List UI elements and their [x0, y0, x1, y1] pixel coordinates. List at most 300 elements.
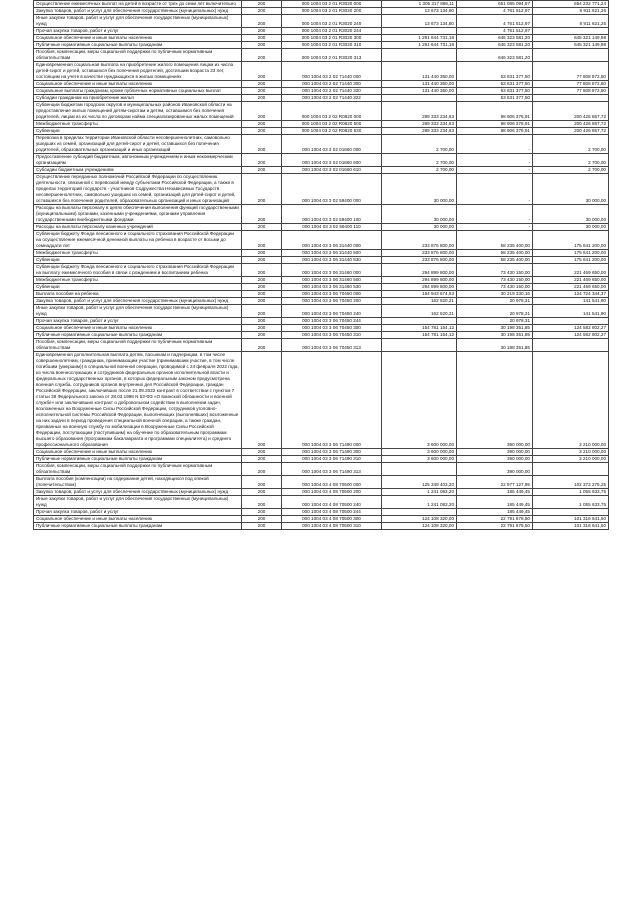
- table-row: [34, 174, 609, 205]
- row-executed-amount: 390 000,00: [457, 463, 533, 476]
- row-approved-amount: [382, 95, 457, 102]
- row-description: Социальное обеспечение и иные выплаты населению: [34, 81, 242, 88]
- row-executed-amount: 185 449,45: [457, 489, 533, 496]
- row-line-code: 200: [242, 516, 282, 523]
- table-row: [34, 463, 609, 476]
- table-row: [34, 167, 609, 174]
- row-remaining-amount: 124 582 802,27: [533, 325, 609, 332]
- row-line-code: 200: [242, 224, 282, 231]
- row-remaining-amount: 221 469 650,00: [533, 264, 609, 277]
- row-classification-code: 000 1004 03 3 02 59400 000: [282, 174, 382, 205]
- row-line-code: 200: [242, 456, 282, 463]
- row-line-code: 200: [242, 128, 282, 135]
- row-approved-amount: 294 899 800,00: [382, 264, 457, 277]
- table-row: [34, 291, 609, 298]
- row-executed-amount: 73 430 150,00: [457, 284, 533, 291]
- table-row: [34, 95, 609, 102]
- row-executed-amount: 4 761 512,97: [457, 15, 533, 28]
- row-remaining-amount: 3 210 000,00: [533, 456, 609, 463]
- row-classification-code: 000 1004 03 3 06 70450 000: [282, 291, 382, 298]
- row-description: Субвенции бюджету Фонда пенсионного и социального страхования Российской Федерации на осуществление ежемесячной денежной выплаты на ребенка в возрасте от восьми до семнадцати лет: [34, 231, 242, 250]
- row-classification-code: 000 1004 03 3 06 70450 200: [282, 298, 382, 305]
- budget-table-body: [34, 1, 609, 530]
- row-executed-amount: 53 631 377,50: [457, 81, 533, 88]
- row-classification-code: 000 1004 03 2 02 R0820 500: [282, 121, 382, 128]
- table-row: [34, 476, 609, 489]
- row-description: Выплата пособия на ребенка: [34, 291, 242, 298]
- row-remaining-amount: 175 641 200,00: [533, 257, 609, 264]
- row-approved-amount: 294 899 800,00: [382, 284, 457, 291]
- row-approved-amount: 30 000,00: [382, 174, 457, 205]
- row-executed-amount: 185 449,45: [457, 509, 533, 516]
- row-classification-code: 000 1004 03 3 06 31440 500: [282, 250, 382, 257]
- row-remaining-amount: 3 210 000,00: [533, 449, 609, 456]
- row-executed-amount: -: [457, 154, 533, 167]
- table-row: [34, 339, 609, 352]
- row-remaining-amount: [533, 28, 609, 35]
- row-description: Предоставление субсидий бюджетным, автономным учреждениям и иным некоммерческим организациям: [34, 154, 242, 167]
- row-executed-amount: 20 978,31: [457, 298, 533, 305]
- row-description: Субвенции бюджету Фонда пенсионного и социального страхования Российской Федерации на выплату ежемесячного пособия в связи с рождением и воспитанием ребенка: [34, 264, 242, 277]
- row-classification-code: 000 1004 03 2 01 R3020 300: [282, 35, 382, 42]
- row-description: Публичные нормативные социальные выплаты гражданам: [34, 42, 242, 49]
- table-row: [34, 231, 609, 250]
- row-classification-code: 000 1004 03 2 02 71440 320: [282, 88, 382, 95]
- row-line-code: 200: [242, 231, 282, 250]
- row-executed-amount: 58 235 400,00: [457, 257, 533, 264]
- table-row: [34, 1, 609, 8]
- row-description: Выплата пособия (компенсации) на содержание детей, находящихся под опекой (попечительством): [34, 476, 242, 489]
- row-approved-amount: 1 305 317 886,11: [382, 1, 457, 8]
- row-executed-amount: -: [457, 135, 533, 154]
- row-executed-amount: 646 323 581,20: [457, 42, 533, 49]
- table-row: [34, 128, 609, 135]
- table-row: [34, 257, 609, 264]
- row-classification-code: 000 1004 03 3 02 01660 600: [282, 154, 382, 167]
- row-executed-amount: 20 978,31: [457, 305, 533, 318]
- row-remaining-amount: [533, 463, 609, 476]
- row-line-code: 200: [242, 523, 282, 530]
- row-approved-amount: 289 333 234,63: [382, 121, 457, 128]
- row-description: Социальное обеспечение и иные выплаты населению: [34, 325, 242, 332]
- row-executed-amount: 646 323 581,20: [457, 49, 533, 62]
- row-executed-amount: 4 761 512,97: [457, 28, 533, 35]
- row-description: Межбюджетные трансферты: [34, 121, 242, 128]
- row-classification-code: 000 1004 03 2 02 71440 322: [282, 95, 382, 102]
- row-description: Прочая закупка товаров, работ и услуг: [34, 509, 242, 516]
- row-remaining-amount: 200 426 857,72: [533, 128, 609, 135]
- row-classification-code: 000 1004 03 3 06 31440 000: [282, 231, 382, 250]
- row-remaining-amount: 1 055 633,75: [533, 496, 609, 509]
- table-row: [34, 325, 609, 332]
- row-classification-code: 000 1004 03 4 08 70500 244: [282, 509, 382, 516]
- row-classification-code: 000 1004 03 4 08 70500 310: [282, 523, 382, 530]
- table-row: [34, 523, 609, 530]
- row-description: Публичные нормативные социальные выплаты гражданам: [34, 332, 242, 339]
- row-description: Пособия, компенсации, меры социальной поддержки по публичным нормативным обязательствам: [34, 339, 242, 352]
- row-classification-code: 000 1004 03 3 06 71490 310: [282, 456, 382, 463]
- row-approved-amount: 233 876 800,00: [382, 257, 457, 264]
- row-description: Единовременная социальная выплата на приобретение жилого помещения лицам из числа детей-сирот и детей, оставшихся без попечения родителей, достигшим возраста 23 лет, состоящим на учете в качестве нуждающихся в жилых помещениях: [34, 62, 242, 81]
- row-description: Перевозка в пределах территории Ивановской области несовершеннолетних, самовольно ушедших из семей, организаций для детей-сирот и детей, оставшихся без попечения родителей, образовательных организаций и иных организаций: [34, 135, 242, 154]
- row-line-code: 200: [242, 88, 282, 95]
- row-remaining-amount: [533, 339, 609, 352]
- row-approved-amount: 289 333 234,63: [382, 128, 457, 135]
- row-remaining-amount: 77 808 972,50: [533, 62, 609, 81]
- row-classification-code: 000 1004 03 3 06 71490 313: [282, 463, 382, 476]
- row-remaining-amount: 101 316 641,50: [533, 523, 609, 530]
- row-approved-amount: 233 876 800,00: [382, 231, 457, 250]
- row-approved-amount: 131 440 350,00: [382, 62, 457, 81]
- row-remaining-amount: [533, 95, 609, 102]
- row-executed-amount: 22 791 678,50: [457, 523, 533, 530]
- row-classification-code: 000 1004 03 3 06 70450 240: [282, 305, 382, 318]
- table-row: [34, 35, 609, 42]
- row-remaining-amount: 2 700,00: [533, 135, 609, 154]
- row-description: Социальное обеспечение и иные выплаты населению: [34, 516, 242, 523]
- row-approved-amount: 2 700,00: [382, 154, 457, 167]
- row-approved-amount: 13 673 134,80: [382, 8, 457, 15]
- row-line-code: 200: [242, 174, 282, 205]
- row-executed-amount: 646 323 581,20: [457, 35, 533, 42]
- row-remaining-amount: 2 700,00: [533, 154, 609, 167]
- row-classification-code: 000 1004 03 3 02 01660 610: [282, 167, 382, 174]
- table-row: [34, 456, 609, 463]
- row-line-code: 200: [242, 325, 282, 332]
- row-executed-amount: -: [457, 174, 533, 205]
- row-line-code: 200: [242, 28, 282, 35]
- row-description: Публичные нормативные социальные выплаты гражданам: [34, 523, 242, 530]
- row-line-code: 200: [242, 318, 282, 325]
- row-line-code: 200: [242, 257, 282, 264]
- table-row: [34, 298, 609, 305]
- table-row: [34, 449, 609, 456]
- row-classification-code: 000 1004 03 3 06 70450 300: [282, 325, 382, 332]
- row-description: Осуществление переданных полномочий Российской Федерации по осуществлению деятельности, связанной с перевозкой между субъектами Российской Федерации, а также в пределах территорий государств - участников Содружества Независимых Государств несовершеннолетних, самовольно ушедших из семей, организаций для детей-сирот и детей, оставшихся без попечения родителей, образовательных организаций и иных организаций: [34, 174, 242, 205]
- row-classification-code: 000 1004 03 4 08 70500 000: [282, 476, 382, 489]
- row-description: Субвенции: [34, 128, 242, 135]
- row-remaining-amount: 645 321 149,98: [533, 35, 609, 42]
- table-row: [34, 28, 609, 35]
- row-approved-amount: 1 291 644 731,18: [382, 42, 457, 49]
- row-line-code: 200: [242, 49, 282, 62]
- row-description: Субвенции бюджетам городских округов и муниципальных районов Ивановской области на предоставление жилых помещений детям-сиротам и детям, оставшимся без попечения родителей, лицам из их числа по договорам найма специализированных жилых помещений: [34, 102, 242, 121]
- row-executed-amount: -: [457, 205, 533, 224]
- table-row: [34, 135, 609, 154]
- row-description: Закупка товаров, работ и услуг для обеспечения государственных (муниципальных) нужд: [34, 298, 242, 305]
- row-description: Закупка товаров, работ и услуг для обеспечения государственных (муниципальных) нужд: [34, 489, 242, 496]
- row-description: Публичные нормативные социальные выплаты гражданам: [34, 456, 242, 463]
- table-row: [34, 277, 609, 284]
- row-line-code: 200: [242, 8, 282, 15]
- row-executed-amount: 30 198 351,85: [457, 339, 533, 352]
- row-classification-code: 000 1004 03 3 06 31460 000: [282, 264, 382, 277]
- row-approved-amount: 1 291 644 731,18: [382, 35, 457, 42]
- row-approved-amount: 1 241 083,20: [382, 489, 457, 496]
- row-line-code: 200: [242, 167, 282, 174]
- table-row: [34, 516, 609, 523]
- row-line-code: 200: [242, 449, 282, 456]
- row-approved-amount: 2 700,00: [382, 167, 457, 174]
- row-remaining-amount: 200 426 857,72: [533, 102, 609, 121]
- row-executed-amount: 53 631 377,50: [457, 95, 533, 102]
- row-classification-code: 000 1004 03 2 01 R3020 313: [282, 49, 382, 62]
- row-approved-amount: [382, 463, 457, 476]
- row-approved-amount: 3 600 000,00: [382, 456, 457, 463]
- table-row: [34, 154, 609, 167]
- row-description: Субсидии гражданам на приобретение жилья: [34, 95, 242, 102]
- row-executed-amount: 4 761 512,97: [457, 8, 533, 15]
- row-executed-amount: 73 430 150,00: [457, 277, 533, 284]
- row-line-code: 200: [242, 476, 282, 489]
- row-line-code: 200: [242, 284, 282, 291]
- row-description: Субвенции: [34, 257, 242, 264]
- row-executed-amount: -: [457, 167, 533, 174]
- row-executed-amount: 53 631 377,50: [457, 88, 533, 95]
- table-row: [34, 62, 609, 81]
- row-line-code: 200: [242, 15, 282, 28]
- table-row: [34, 81, 609, 88]
- row-approved-amount: [382, 49, 457, 62]
- row-classification-code: 000 1004 03 2 01 R3020 244: [282, 28, 382, 35]
- row-line-code: 200: [242, 277, 282, 284]
- table-row: [34, 489, 609, 496]
- row-classification-code: 000 1004 03 4 08 70500 300: [282, 516, 382, 523]
- row-description: Осуществление ежемесячных выплат на детей в возрасте от трех до семи лет включительно: [34, 1, 242, 8]
- row-classification-code: 000 1004 03 4 08 70500 200: [282, 489, 382, 496]
- row-remaining-amount: 141 541,90: [533, 305, 609, 318]
- row-executed-amount: 390 000,00: [457, 449, 533, 456]
- row-line-code: 200: [242, 35, 282, 42]
- row-line-code: 200: [242, 42, 282, 49]
- table-row: [34, 509, 609, 516]
- row-remaining-amount: 124 724 344,37: [533, 291, 609, 298]
- row-classification-code: 000 1004 03 3 06 70450 310: [282, 332, 382, 339]
- row-approved-amount: 154 781 154,12: [382, 332, 457, 339]
- row-description: Социальное обеспечение и иные выплаты населению: [34, 449, 242, 456]
- table-row: [34, 318, 609, 325]
- row-remaining-amount: 30 000,00: [533, 205, 609, 224]
- row-remaining-amount: 2 700,00: [533, 167, 609, 174]
- row-approved-amount: 30 000,00: [382, 205, 457, 224]
- row-approved-amount: 13 673 134,80: [382, 15, 457, 28]
- row-executed-amount: 58 235 400,00: [457, 250, 533, 257]
- row-approved-amount: [382, 509, 457, 516]
- row-remaining-amount: 8 911 621,26: [533, 15, 609, 28]
- row-remaining-amount: 221 469 650,00: [533, 284, 609, 291]
- row-line-code: 200: [242, 496, 282, 509]
- row-line-code: 200: [242, 352, 282, 449]
- row-remaining-amount: [533, 49, 609, 62]
- row-description: Закупка товаров, работ и услуг для обеспечения государственных (муниципальных) нужд: [34, 8, 242, 15]
- row-approved-amount: 233 876 800,00: [382, 250, 457, 257]
- row-remaining-amount: 141 541,90: [533, 298, 609, 305]
- row-executed-amount: 390 000,00: [457, 352, 533, 449]
- row-remaining-amount: 102 372 275,25: [533, 476, 609, 489]
- table-row: [34, 88, 609, 95]
- row-remaining-amount: 645 321 149,98: [533, 42, 609, 49]
- row-description: Иные закупки товаров, работ и услуг для обеспечения государственных (муниципальных) нужд: [34, 15, 242, 28]
- row-approved-amount: 162 520,21: [382, 298, 457, 305]
- row-executed-amount: 88 906 376,91: [457, 102, 533, 121]
- row-executed-amount: 20 978,31: [457, 318, 533, 325]
- row-remaining-amount: [533, 509, 609, 516]
- row-description: Прочая закупка товаров, работ и услуг: [34, 28, 242, 35]
- row-description: Пособия, компенсации, меры социальной поддержки по публичным нормативным обязательствам: [34, 49, 242, 62]
- row-remaining-amount: 30 000,00: [533, 224, 609, 231]
- row-line-code: 200: [242, 62, 282, 81]
- row-approved-amount: 124 108 320,00: [382, 523, 457, 530]
- row-remaining-amount: 30 000,00: [533, 174, 609, 205]
- row-line-code: 200: [242, 463, 282, 476]
- row-remaining-amount: 654 232 771,24: [533, 1, 609, 8]
- row-line-code: 200: [242, 1, 282, 8]
- table-row: [34, 102, 609, 121]
- row-classification-code: 000 1004 03 2 02 R0820 530: [282, 128, 382, 135]
- row-line-code: 200: [242, 250, 282, 257]
- row-approved-amount: 131 440 350,00: [382, 81, 457, 88]
- table-row: [34, 224, 609, 231]
- table-row: [34, 121, 609, 128]
- row-remaining-amount: 8 911 621,26: [533, 8, 609, 15]
- row-approved-amount: 131 440 350,00: [382, 88, 457, 95]
- table-row: [34, 250, 609, 257]
- row-executed-amount: 30 219 330,16: [457, 291, 533, 298]
- row-classification-code: 000 1004 03 2 01 R3020 200: [282, 8, 382, 15]
- table-row: [34, 496, 609, 509]
- row-classification-code: 000 1004 03 4 08 70500 240: [282, 496, 382, 509]
- row-remaining-amount: 3 210 000,00: [533, 352, 609, 449]
- row-description: Иные закупки товаров, работ и услуг для обеспечения государственных (муниципальных) нужд: [34, 496, 242, 509]
- row-approved-amount: 125 349 403,20: [382, 476, 457, 489]
- row-executed-amount: 73 430 150,00: [457, 264, 533, 277]
- row-remaining-amount: 124 582 802,27: [533, 332, 609, 339]
- row-remaining-amount: 77 808 972,50: [533, 81, 609, 88]
- budget-table: [33, 0, 609, 530]
- row-description: Расходы на выплаты персоналу в целях обеспечения выполнения функций государственными (муниципальными) органами, казенными учреждениями, органами управления государственными внебюджетными фондами: [34, 205, 242, 224]
- row-remaining-amount: 77 808 972,50: [533, 88, 609, 95]
- row-description: Межбюджетные трансферты: [34, 277, 242, 284]
- row-description: Единовременная дополнительная выплата детям, пасынкам и падчерицам, в том числе совершеннолетним, гражданам, принимающим участие (принимавшим участие, в том числе погибшим (умершим)) в специальной военной операции, проводимой с 24 февраля 2022 года, из числа военнослужащих и сотрудников федеральных органов исполнительной власти и федеральных государственных органов, в которых федеральным законом предусмотрена военная служба, сотрудников органов внутренних дел Российской Федерации, граждан Российской Федерации, заключивших после 21.09.2022 контракт в соответствии с пунктом 7 статьи 38 Федерального закона от 28.03.1998 N 53-ФЗ «О воинской обязанности и военной службе» или заключивших контракт о добровольном содействии в выполнении задач, возложенных на Вооруженные Силы Российской Федерации, сотрудников уголовно-исполнительной системы Российской Федерации, выполняющих (выполнявших) возложенные на них задачи в период проведения специальной военной операции, а также граждан, призванных на военную службу по мобилизации в Вооруженные Силы Российской Федерации, поступающим (поступившим) на обучение по образовательным программам высшего образования (программам бакалавриата и программам специалитета) и среднего профессионального образования: [34, 352, 242, 449]
- row-description: Субвенции: [34, 284, 242, 291]
- row-approved-amount: 1 241 083,20: [382, 496, 457, 509]
- row-executed-amount: 88 906 376,91: [457, 121, 533, 128]
- row-executed-amount: 53 631 377,50: [457, 62, 533, 81]
- row-line-code: 200: [242, 298, 282, 305]
- row-executed-amount: 185 449,45: [457, 496, 533, 509]
- row-classification-code: 000 1004 03 3 06 31440 530: [282, 257, 382, 264]
- row-line-code: 200: [242, 291, 282, 298]
- row-line-code: 200: [242, 339, 282, 352]
- row-description: Социальные выплаты гражданам, кроме публичных нормативных социальных выплат: [34, 88, 242, 95]
- row-approved-amount: 3 600 000,00: [382, 352, 457, 449]
- row-approved-amount: 30 000,00: [382, 224, 457, 231]
- row-approved-amount: [382, 339, 457, 352]
- row-description: Прочая закупка товаров, работ и услуг: [34, 318, 242, 325]
- row-classification-code: 000 1004 03 3 02 59400 100: [282, 205, 382, 224]
- row-line-code: 200: [242, 305, 282, 318]
- row-classification-code: 000 1004 03 3 06 70450 244: [282, 318, 382, 325]
- row-classification-code: 000 1004 03 2 01 R3020 310: [282, 42, 382, 49]
- row-classification-code: 000 1004 03 3 06 70450 313: [282, 339, 382, 352]
- row-line-code: 200: [242, 489, 282, 496]
- row-approved-amount: [382, 28, 457, 35]
- table-row: [34, 305, 609, 318]
- row-remaining-amount: 101 316 641,50: [533, 516, 609, 523]
- row-classification-code: 000 1004 03 2 02 R0820 000: [282, 102, 382, 121]
- row-classification-code: 000 1004 03 2 01 R3020 240: [282, 15, 382, 28]
- table-row: [34, 49, 609, 62]
- row-remaining-amount: 221 469 650,00: [533, 277, 609, 284]
- row-classification-code: 000 1004 03 3 02 59400 110: [282, 224, 382, 231]
- row-executed-amount: -: [457, 224, 533, 231]
- row-line-code: 200: [242, 95, 282, 102]
- row-classification-code: 000 1004 03 3 02 01660 000: [282, 135, 382, 154]
- row-classification-code: 000 1004 03 2 02 71440 300: [282, 81, 382, 88]
- report-sheet: [33, 0, 608, 530]
- row-executed-amount: 30 198 351,85: [457, 325, 533, 332]
- row-line-code: 200: [242, 205, 282, 224]
- row-description: Социальное обеспечение и иные выплаты населению: [34, 35, 242, 42]
- row-description: Иные закупки товаров, работ и услуг для обеспечения государственных (муниципальных) нужд: [34, 305, 242, 318]
- row-executed-amount: 58 235 400,00: [457, 231, 533, 250]
- row-classification-code: 000 1004 03 2 01 R3020 000: [282, 1, 382, 8]
- row-approved-amount: 154 781 154,12: [382, 325, 457, 332]
- row-line-code: 200: [242, 509, 282, 516]
- row-line-code: 200: [242, 264, 282, 277]
- row-approved-amount: 154 943 674,53: [382, 291, 457, 298]
- row-description: Пособия, компенсации, меры социальной поддержки по публичным нормативным обязательствам: [34, 463, 242, 476]
- row-executed-amount: 390 000,00: [457, 456, 533, 463]
- row-approved-amount: 2 700,00: [382, 135, 457, 154]
- row-line-code: 200: [242, 135, 282, 154]
- row-approved-amount: 294 899 800,00: [382, 277, 457, 284]
- row-classification-code: 000 1004 03 2 02 71440 000: [282, 62, 382, 81]
- row-approved-amount: 124 108 320,00: [382, 516, 457, 523]
- row-line-code: 200: [242, 102, 282, 121]
- table-row: [34, 205, 609, 224]
- row-approved-amount: 162 520,21: [382, 305, 457, 318]
- row-line-code: 200: [242, 81, 282, 88]
- table-row: [34, 15, 609, 28]
- row-line-code: 200: [242, 332, 282, 339]
- table-row: [34, 284, 609, 291]
- row-approved-amount: 289 333 234,63: [382, 102, 457, 121]
- table-row: [34, 332, 609, 339]
- row-classification-code: 000 1004 03 3 06 31460 500: [282, 277, 382, 284]
- row-remaining-amount: 175 641 200,00: [533, 231, 609, 250]
- row-remaining-amount: [533, 318, 609, 325]
- row-approved-amount: [382, 318, 457, 325]
- table-row: [34, 42, 609, 49]
- row-executed-amount: 88 906 376,91: [457, 128, 533, 135]
- table-row: [34, 8, 609, 15]
- row-remaining-amount: 175 641 200,00: [533, 250, 609, 257]
- row-executed-amount: 30 198 351,85: [457, 332, 533, 339]
- row-description: Расходы на выплаты персоналу казенных учреждений: [34, 224, 242, 231]
- row-description: Межбюджетные трансферты: [34, 250, 242, 257]
- row-remaining-amount: 1 055 633,75: [533, 489, 609, 496]
- row-executed-amount: 651 085 094,87: [457, 1, 533, 8]
- row-classification-code: 000 1004 03 3 06 31460 530: [282, 284, 382, 291]
- row-description: Субсидии бюджетным учреждениям: [34, 167, 242, 174]
- row-remaining-amount: 200 426 857,72: [533, 121, 609, 128]
- row-line-code: 200: [242, 121, 282, 128]
- row-classification-code: 000 1004 03 3 06 71490 300: [282, 449, 382, 456]
- row-approved-amount: 3 600 000,00: [382, 449, 457, 456]
- row-line-code: 200: [242, 154, 282, 167]
- row-executed-amount: 22 791 678,50: [457, 516, 533, 523]
